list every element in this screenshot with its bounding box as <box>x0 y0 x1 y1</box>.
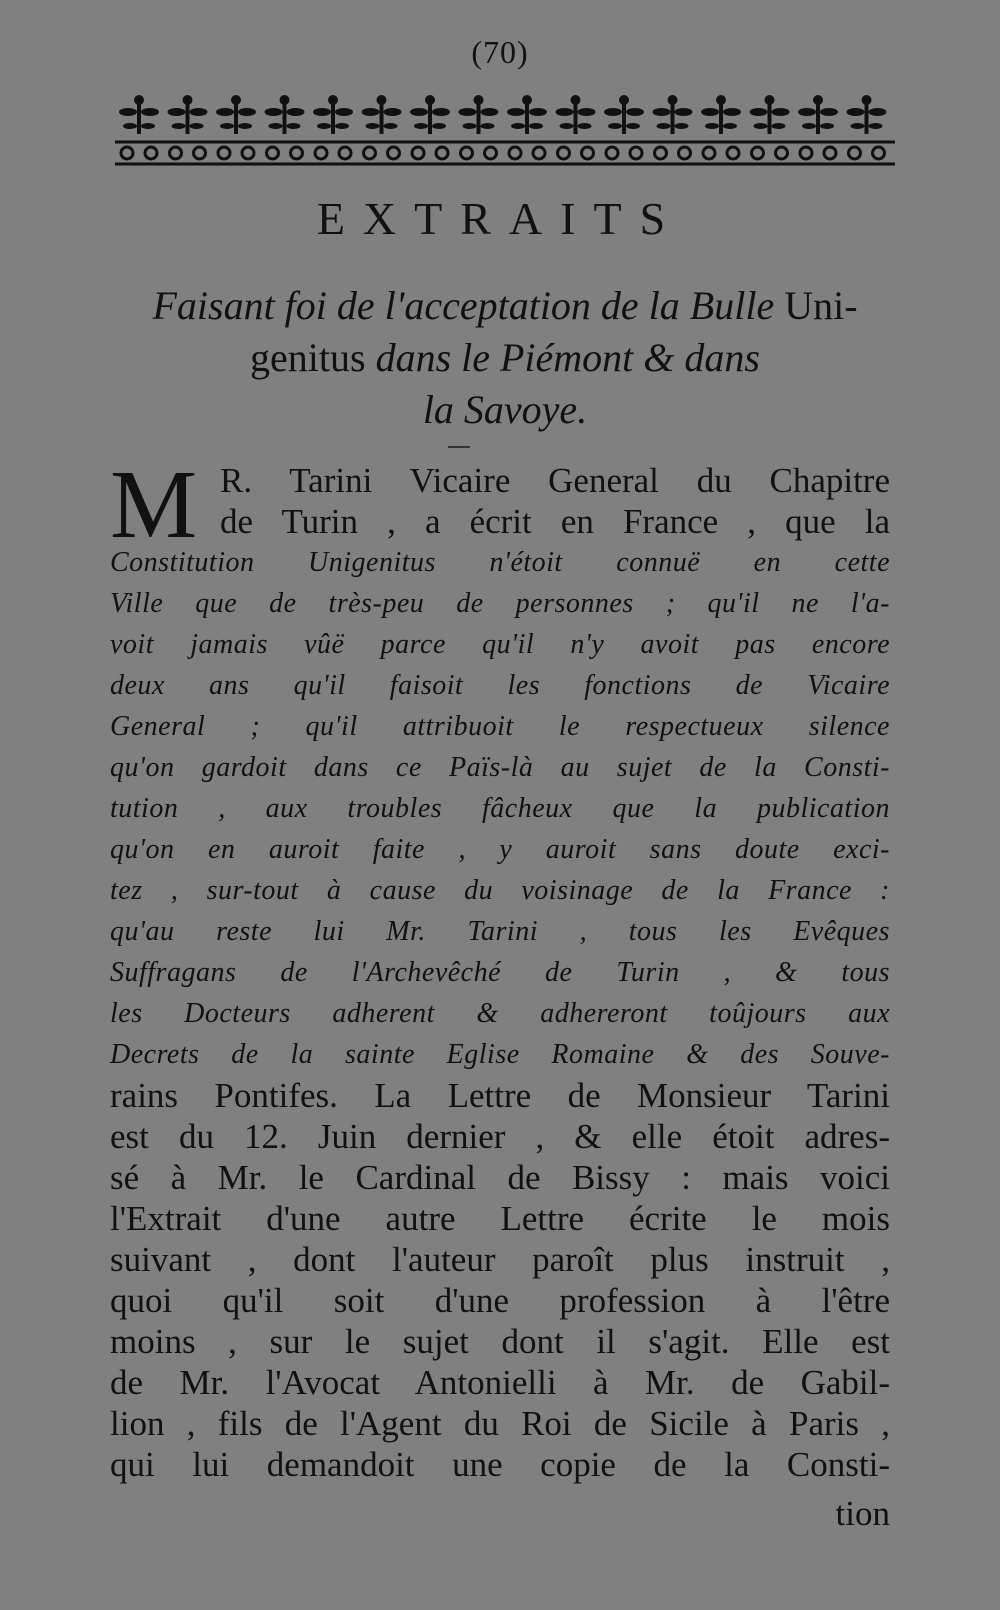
fleuron-motif <box>556 95 596 159</box>
text-line: qu'on gardoit dans ce Païs-là au sujet de la Consti- <box>110 752 890 783</box>
subtitle-part: dans le Piémont & dans <box>375 335 760 380</box>
text-line: R. Tarini Vicaire General du Chapitre <box>220 461 890 500</box>
text-line: Constitution Unigenitus n'étoit connuë en cette <box>110 547 890 578</box>
subtitle-part: la Savoye. <box>422 387 588 432</box>
text-line: est du 12. Juin dernier , & elle étoit adres- <box>110 1117 890 1156</box>
text-line: voit jamais vûë parce qu'il n'y avoit pas encore <box>110 629 890 660</box>
fleuron-motif <box>168 95 208 159</box>
text-line: lion , fils de l'Agent du Roi de Sicile à Paris , <box>110 1404 890 1443</box>
text-line: sé à Mr. le Cardinal de Bissy : mais voici <box>110 1158 890 1197</box>
divider <box>448 446 470 448</box>
text-line: moins , sur le sujet dont il s'agit. Elle est <box>110 1322 890 1361</box>
text-line: de Turin , a écrit en France , que la <box>220 502 890 541</box>
page-number: (70) <box>471 34 529 70</box>
section-title: EXTRAITS <box>316 193 684 244</box>
subtitle-part: Faisant foi de l'acceptation de la Bulle <box>152 283 775 328</box>
fleuron-motif <box>459 95 499 159</box>
text-line: les Docteurs adherent & adhereront toûjours aux <box>110 998 890 1029</box>
text-line: suivant , dont l'auteur paroît plus instruit , <box>110 1240 890 1279</box>
decorative-ornament-band <box>115 92 895 167</box>
section-subtitle <box>110 280 900 436</box>
fleuron-motif <box>653 95 693 159</box>
subtitle-part: genitus <box>250 335 366 380</box>
text-line: Suffragans de l'Archevêché de Turin , & tous <box>110 957 890 988</box>
text-line: rains Pontifes. La Lettre de Monsieur Tarini <box>110 1076 890 1115</box>
text-line: tution , aux troubles fâcheux que la publication <box>110 793 890 824</box>
text-line: General ; qu'il attribuoit le respectueux silence <box>110 711 890 742</box>
catchword: tion <box>835 1494 890 1533</box>
fleuron-motif <box>265 95 305 159</box>
subtitle-part: Uni- <box>784 283 858 328</box>
fleuron-motif <box>798 95 838 159</box>
body-text <box>110 451 890 1485</box>
fleuron-motif <box>362 95 402 159</box>
fleuron-motif <box>119 95 159 159</box>
text-line: deux ans qu'il faisoit les fonctions de Vicaire <box>110 670 890 701</box>
text-line: de Mr. l'Avocat Antonielli à Mr. de Gabil- <box>110 1363 890 1402</box>
text-line: qu'au reste lui Mr. Tarini , tous les Evêques <box>110 916 890 947</box>
fleuron-motif <box>216 95 256 159</box>
fleuron-motif <box>847 95 887 159</box>
text-line: qu'on en auroit faite , y auroit sans doute exci- <box>110 834 890 865</box>
text-line: Ville que de très-peu de personnes ; qu'il ne l'a- <box>110 588 890 619</box>
text-line: tez , sur-tout à cause du voisinage de la France : <box>110 875 890 906</box>
text-line: Decrets de la sainte Eglise Romaine & des Souve- <box>110 1039 890 1070</box>
fleuron-motif <box>313 95 353 159</box>
text-line: l'Extrait d'une autre Lettre écrite le mois <box>110 1199 890 1238</box>
fleuron-motif <box>604 95 644 159</box>
text-line: qui lui demandoit une copie de la Consti- <box>110 1445 890 1484</box>
drop-cap: M <box>110 451 198 559</box>
text-line: quoi qu'il soit d'une profession à l'être <box>110 1281 890 1320</box>
fleuron-motif <box>507 95 547 159</box>
fleuron-motif <box>410 95 450 159</box>
fleuron-motif <box>750 95 790 159</box>
fleuron-motif <box>701 95 741 159</box>
